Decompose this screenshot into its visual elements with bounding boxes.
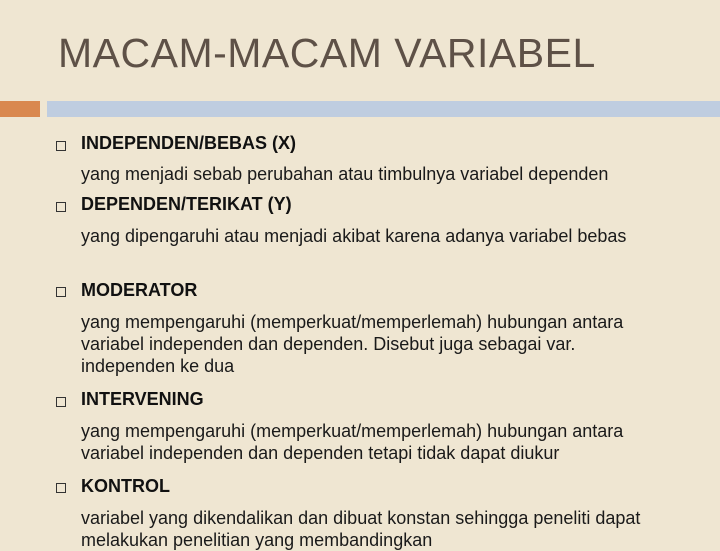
item-heading: INTERVENING: [81, 389, 204, 409]
square-bullet-icon: [56, 483, 66, 493]
item-description: yang mempengaruhi (memperkuat/memperlemah) hubungan antara variabel independen dan dependen tetapi tidak dapat diukur: [81, 421, 624, 463]
item-heading: KONTROL: [81, 476, 170, 496]
square-bullet-icon: [56, 202, 66, 212]
item-description: yang menjadi sebab perubahan atau timbulnya variabel dependen: [81, 164, 609, 184]
item-description: yang mempengaruhi (memperkuat/memperlemah) hubungan antara variabel independen dan dependen. Disebut juga sebagai var. independen ke dua: [81, 312, 624, 376]
square-bullet-icon: [56, 397, 66, 407]
slide-title: MACAM-MACAM VARIABEL: [58, 30, 596, 76]
item-heading: DEPENDEN/TERIKAT (Y): [81, 194, 292, 214]
square-bullet-icon: [56, 287, 66, 297]
item-description: yang dipengaruhi atau menjadi akibat karena adanya variabel bebas: [81, 226, 627, 246]
item-heading: INDEPENDEN/BEBAS (X): [81, 133, 297, 153]
square-bullet-icon: [56, 141, 66, 151]
item-heading: MODERATOR: [81, 280, 198, 300]
item-description: variabel yang dikendalikan dan dibuat konstan sehingga peneliti dapat melakukan penelitian yang membandingkan: [81, 508, 641, 550]
